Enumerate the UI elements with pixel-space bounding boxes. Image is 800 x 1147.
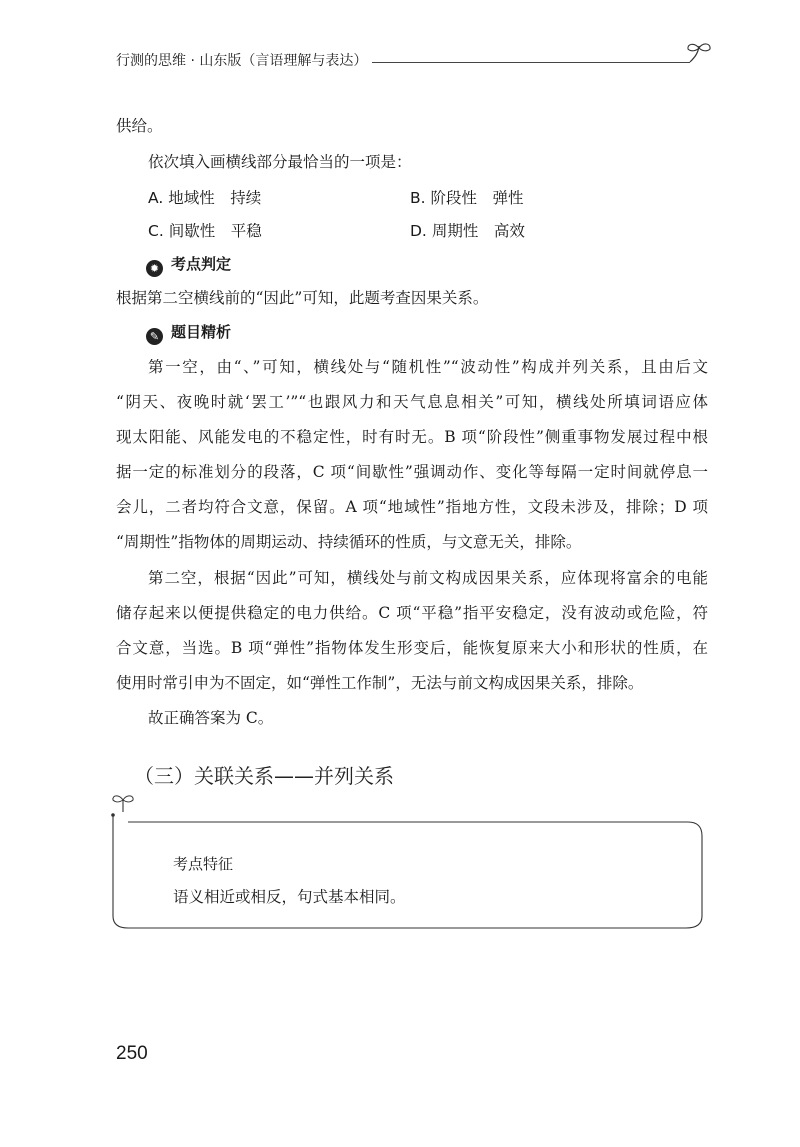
feature-box-text: 语义相近或相反，句式基本相同。 [173, 888, 406, 906]
option-letter: B. [410, 189, 426, 207]
subsection-title: （三）关联关系——并列关系 [134, 764, 394, 788]
judgement-heading [146, 253, 231, 277]
analysis-heading [146, 321, 231, 345]
option-b [410, 186, 524, 208]
analysis-line: “周期性”指物体的周期运动、持续循环的性质，与文意无关，排除。 [116, 533, 582, 551]
judgement-heading-label: 考点判定 [171, 255, 232, 273]
analysis-line: 第一空，由“、”可知，横线处与“随机性”“波动性”构成并列关系，且由后文 [148, 358, 708, 376]
analysis-line: 现太阳能、风能发电的不稳定性，时有时无。B 项“阶段性”侧重事物发展过程中根 [116, 428, 708, 446]
option-letter: D. [410, 222, 427, 240]
question-prompt: 依次填入画横线部分最恰当的一项是： [148, 153, 412, 171]
option-letter: C. [148, 222, 164, 240]
option-text: 间歇性 平稳 [168, 222, 262, 240]
judgement-text: 根据第二空横线前的“因此”可知，此题考查因果关系。 [116, 289, 489, 307]
analysis-line: “阴天、夜晚时就‘罢工’”“也跟风力和天气息息相关”可知，横线处所填词语应体 [116, 393, 708, 411]
analysis-line: 合文意，当选。B 项“弹性”指物体发生形变后，能恢复原来大小和形状的性质，在 [116, 639, 708, 657]
analysis-line: 使用时常引申为不固定，如“弹性工作制”，无法与前文构成因果关系，排除。 [116, 674, 644, 692]
analysis-heading-label: 题目精析 [171, 323, 232, 341]
analysis-line: 储存起来以便提供稳定的电力供给。C 项“平稳”指平安稳定，没有波动或危险，符 [116, 604, 708, 622]
answer-line: 故正确答案为 C。 [148, 709, 274, 727]
analysis-line: 据一定的标准划分的段落，C 项“间歇性”强调动作、变化等每隔一定时间就停息一 [116, 463, 708, 481]
gear-icon: ✹ [146, 260, 163, 277]
analysis-icon: ✎ [146, 328, 163, 345]
analysis-line: 会儿，二者均符合文意，保留。A 项“地域性”指地方性，文段未涉及，排除；D 项 [116, 498, 708, 516]
header-rule [372, 62, 690, 63]
option-letter: A. [148, 189, 164, 207]
option-text: 地域性 持续 [168, 189, 262, 207]
option-d [410, 219, 525, 241]
question-continuation: 供给。 [116, 117, 163, 135]
option-text: 阶段性 弹性 [430, 189, 524, 207]
running-header: 行测的思维 · 山东版（言语理解与表达） [116, 53, 368, 69]
option-c [148, 219, 262, 241]
sprout-icon [684, 40, 714, 70]
feature-box-title: 考点特征 [173, 855, 234, 873]
option-text: 周期性 高效 [431, 222, 525, 240]
page-number: 250 [116, 1043, 148, 1064]
option-a [148, 186, 261, 208]
analysis-line: 第二空，根据“因此”可知，横线处与前文构成因果关系，应体现将富余的电能 [148, 569, 708, 587]
